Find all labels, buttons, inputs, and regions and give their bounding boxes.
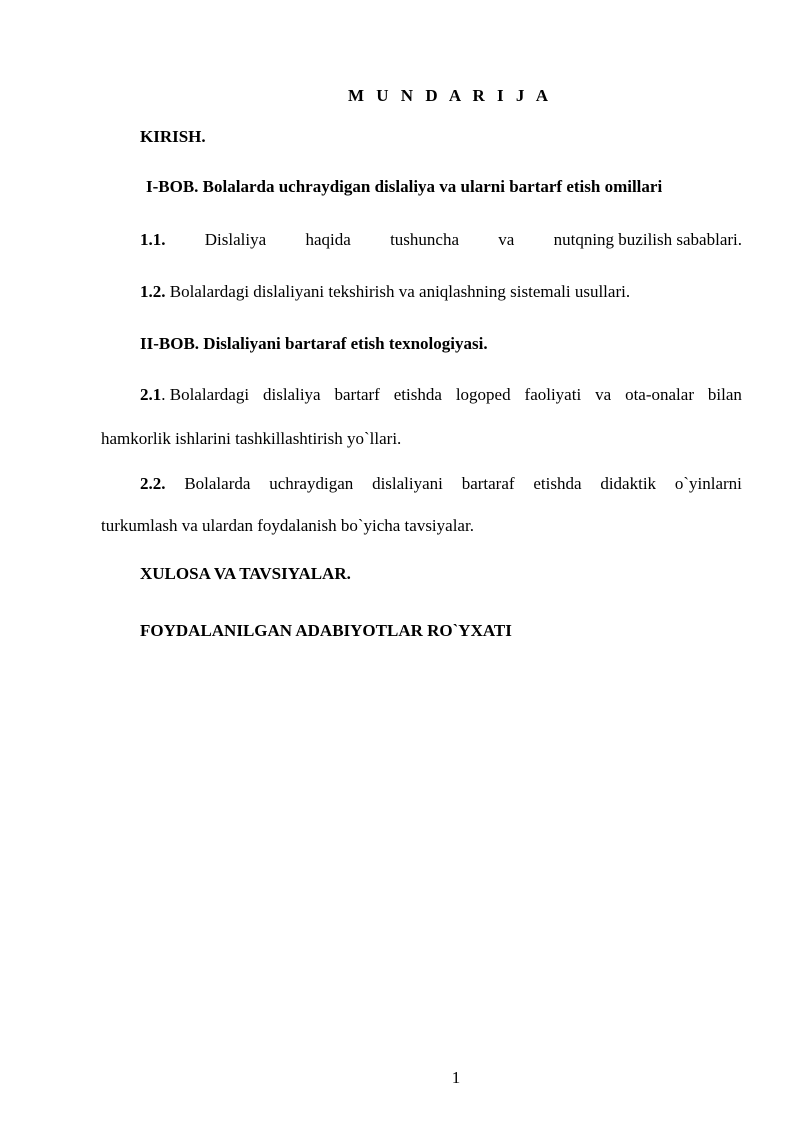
section-word: . Bolalardagi [161,385,250,404]
toc-entry-kirish: KIRISH. [140,127,206,146]
section-word: dislaliyani [372,474,443,493]
page-number: 1 [451,1068,461,1087]
section-first-word [140,385,249,405]
section-word: haqida [305,230,351,249]
section-word: etishda [393,385,442,404]
section-word: logoped [455,385,511,404]
toc-entry-chapter-2: II-BOB. Dislaliyani bartaraf etish texnologiyasi. [140,334,488,353]
section-word: nutqning buzilish sabablari. [553,230,742,249]
section-number: 1.2. [140,282,166,301]
section-word: va [498,230,515,249]
section-word: bartaraf [461,474,515,493]
toc-entry-section-2-2-line-1 [140,474,742,494]
section-word: tushuncha [390,230,459,249]
toc-entry-conclusion: XULOSA VA TAVSIYALAR. [140,564,351,583]
section-word: faoliyati [524,385,582,404]
section-word: bilan [707,385,742,404]
section-word: uchraydigan [269,474,354,493]
toc-entry-chapter-1: I-BOB. Bolalarda uchraydigan dislaliya va ularni bartarf etish omillari [146,177,663,196]
section-number: 2.2. [140,474,166,493]
toc-entry-section-2-1-line-2: hamkorlik ishlarini tashkillashtirish yo`llari. [101,429,402,448]
section-word: didaktik [600,474,657,493]
section-word: dislaliya [262,385,321,404]
toc-title: M U N D A R I J A [347,86,552,105]
toc-entry-references: FOYDALANILGAN ADABIYOTLAR RO`YXATI [140,621,512,640]
toc-entry-section-1-2 [140,282,630,302]
toc-entry-section-2-1-line-1 [140,385,742,405]
section-text: Bolalardagi dislaliyani tekshirish va aniqlashning sistemali usullari. [165,282,631,301]
section-word: bartarf [334,385,380,404]
toc-entry-section-2-2-line-2: turkumlash va ulardan foydalanish bo`yicha tavsiyalar. [101,516,474,535]
section-word: va [595,385,612,404]
section-word: Bolalarda [184,474,251,493]
toc-entry-section-1-1 [140,230,742,250]
section-word: etishda [533,474,582,493]
section-number: 2.1 [140,385,162,404]
section-number: 1.1. [140,230,166,249]
section-word: ota-onalar [625,385,694,404]
section-word: Dislaliya [204,230,267,249]
section-word: o`yinlarni [674,474,742,493]
